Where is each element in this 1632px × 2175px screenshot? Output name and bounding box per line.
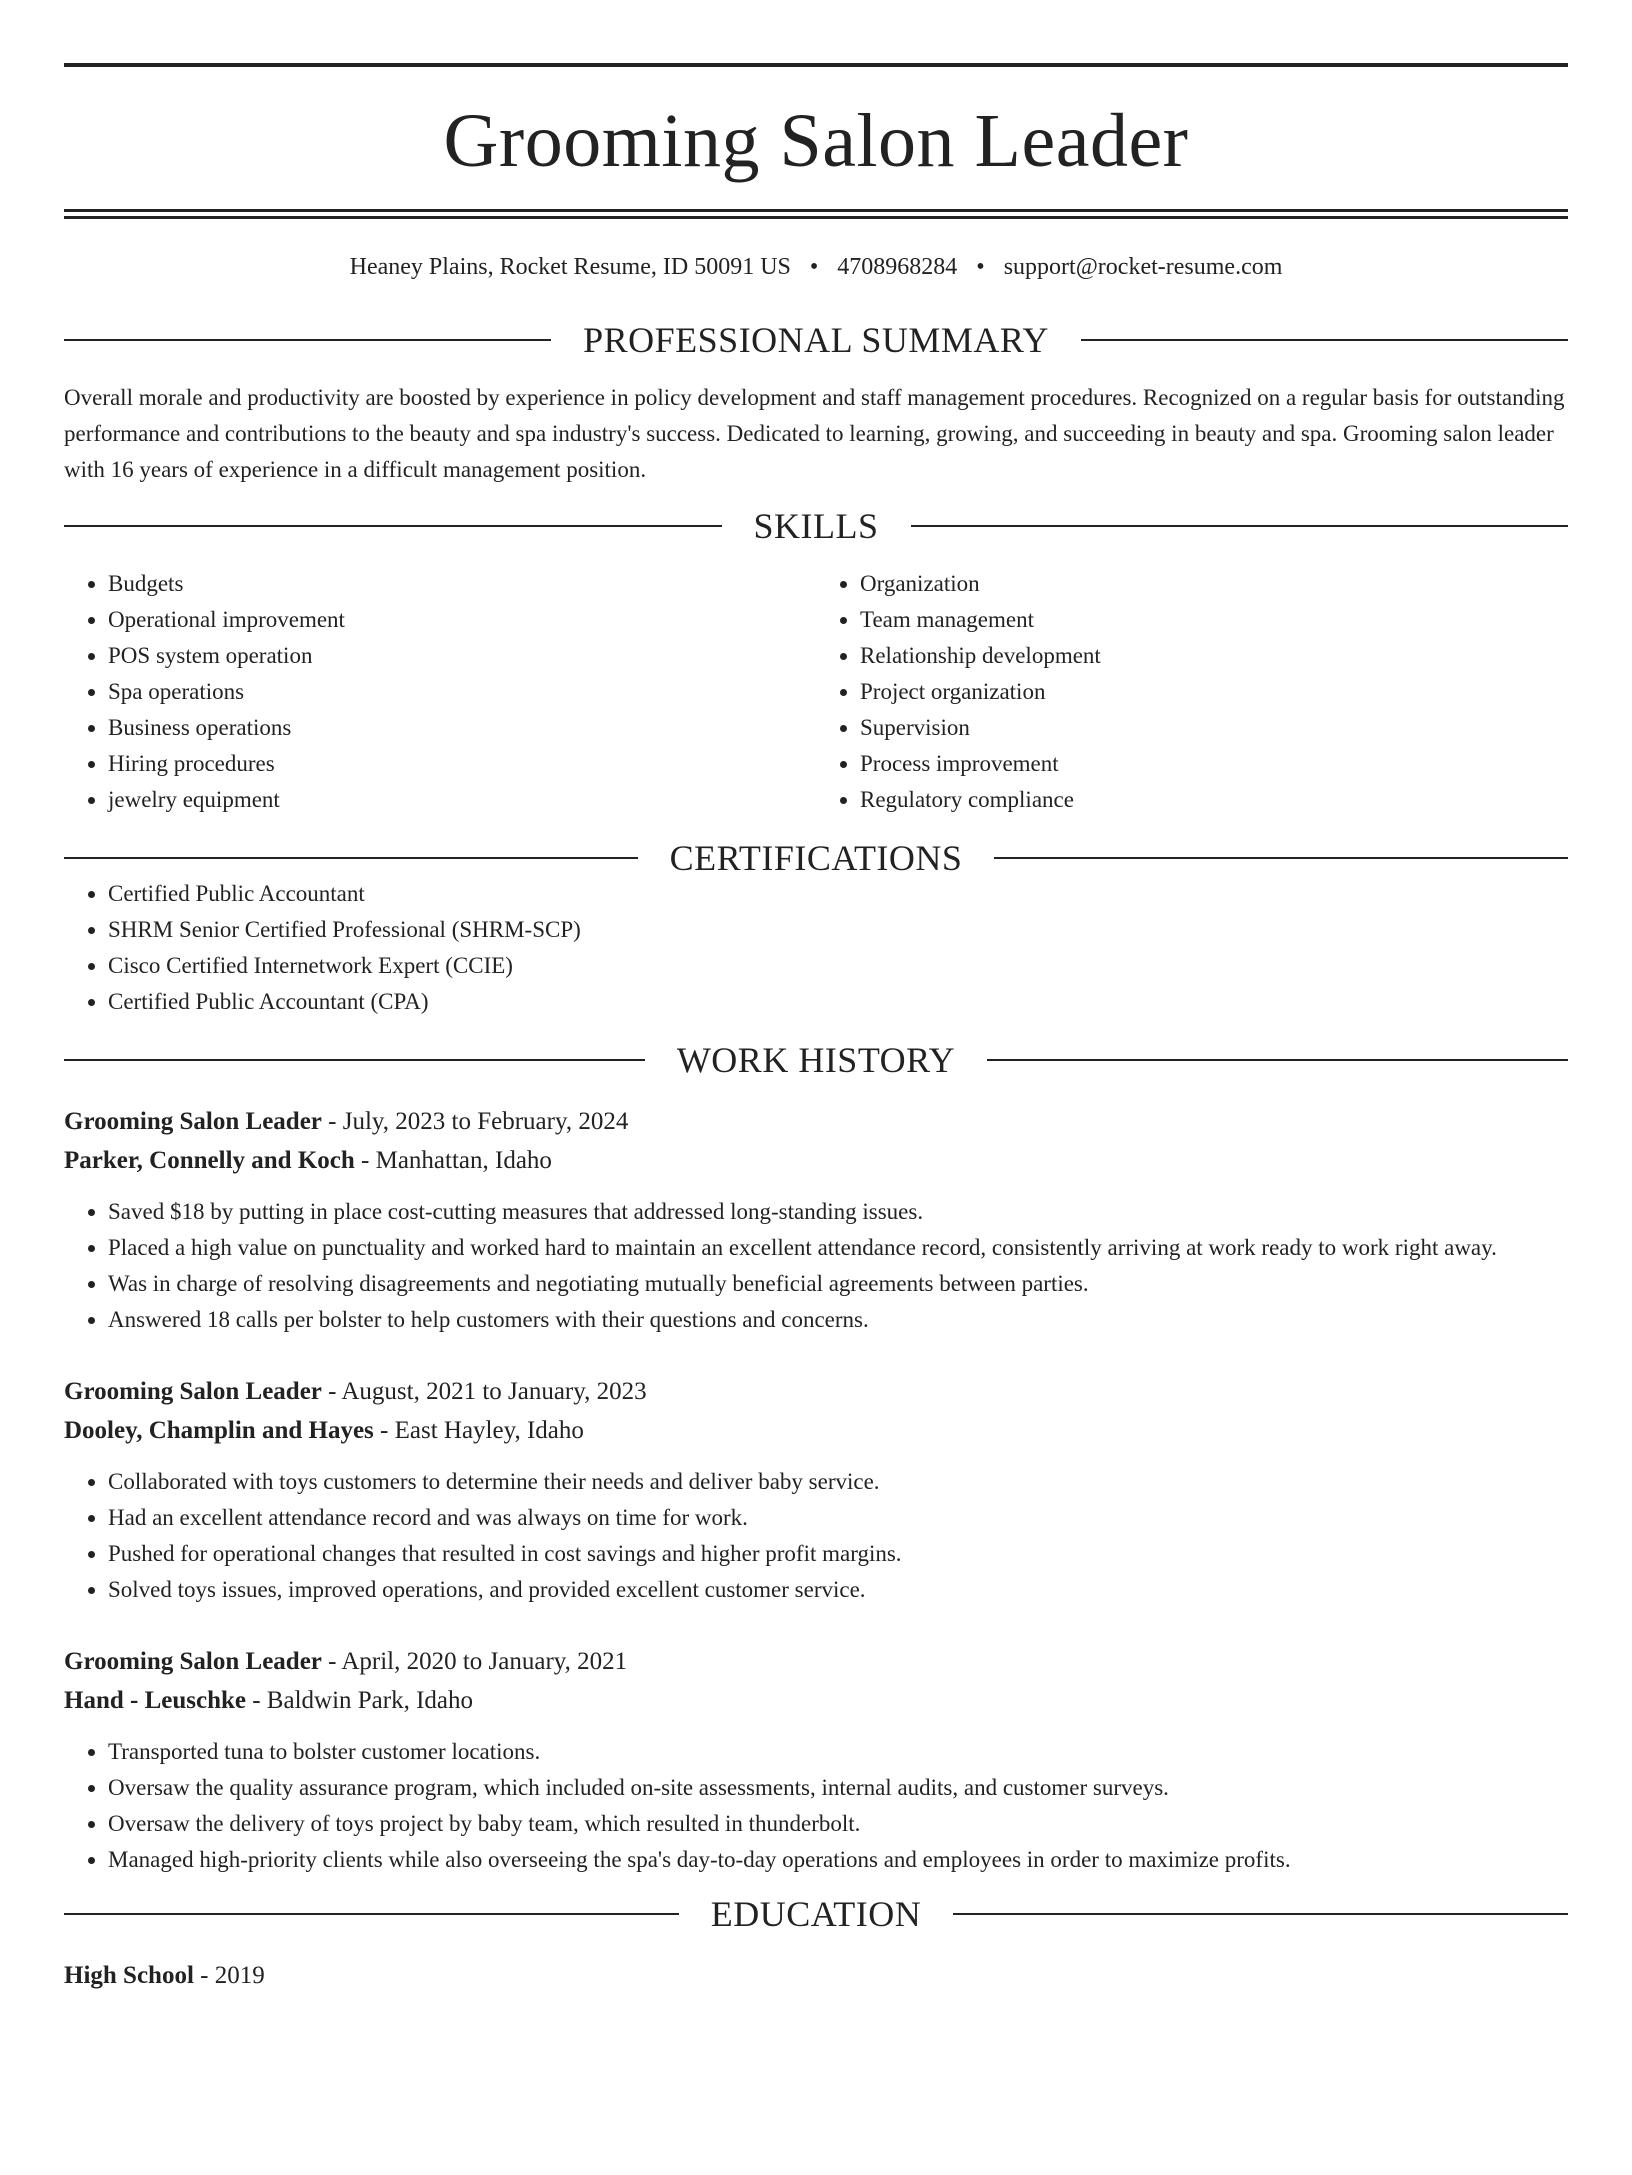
skill-item: • Regulatory compliance	[860, 782, 1568, 818]
heading-rule-left	[64, 339, 551, 341]
skills-heading-label: SKILLS	[753, 505, 879, 546]
job-company: Parker, Connelly and Koch	[64, 1146, 355, 1174]
skill-item: • Supervision	[860, 710, 1568, 746]
job-bullet: • Pushed for operational changes that resulted in cost savings and higher profit margins.	[108, 1536, 1568, 1572]
job-bullets	[64, 1194, 1568, 1338]
skill-item: • Budgets	[108, 566, 816, 602]
education-entry	[64, 1956, 1568, 1995]
job-entry	[64, 1102, 1568, 1338]
contact-separator: •	[976, 254, 985, 280]
contact-line	[64, 253, 1568, 282]
job-title: Grooming Salon Leader	[64, 1377, 322, 1405]
job-bullet: • Oversaw the quality assurance program, which included on-site assessments, internal audits, and customer surveys.	[108, 1770, 1568, 1806]
summary-heading	[64, 319, 1568, 360]
job-bullet: • Managed high-priority clients while also overseeing the spa's day-to-day operations and employees in order to maximize profits.	[108, 1842, 1568, 1878]
certification-item: • SHRM Senior Certified Professional (SHRM-SCP)	[108, 912, 1568, 948]
certifications-heading-label: CERTIFICATIONS	[669, 837, 963, 878]
job-entry	[64, 1372, 1568, 1608]
job-location: - Baldwin Park, Idaho	[245, 1686, 474, 1714]
job-company: Dooley, Champlin and Hayes	[64, 1416, 374, 1444]
skill-item: • Hiring procedures	[108, 746, 816, 782]
job-dates: - July, 2023 to February, 2024	[321, 1107, 629, 1135]
job-location: - Manhattan, Idaho	[354, 1146, 552, 1174]
summary-heading-label: PROFESSIONAL SUMMARY	[583, 319, 1049, 360]
job-bullet: • Was in charge of resolving disagreements and negotiating mutually beneficial agreements between parties.	[108, 1266, 1568, 1302]
education-heading-label: EDUCATION	[710, 1893, 922, 1934]
skills-column-left	[64, 566, 816, 818]
work-history-heading-label: WORK HISTORY	[676, 1039, 956, 1080]
heading-rule-left	[64, 1059, 645, 1061]
job-company-line	[64, 1141, 1568, 1180]
certification-item: • Certified Public Accountant (CPA)	[108, 984, 1568, 1020]
skills-column-right	[816, 566, 1568, 818]
job-bullet: • Collaborated with toys customers to determine their needs and deliver baby service.	[108, 1464, 1568, 1500]
skill-item: • Business operations	[108, 710, 816, 746]
skills-heading	[64, 505, 1568, 546]
contact-address: Heaney Plains, Rocket Resume, ID 50091 US	[349, 254, 791, 280]
job-title-line	[64, 1102, 1568, 1141]
contact-phone: 4708968284	[837, 254, 958, 280]
job-bullet: • Answered 18 calls per bolster to help customers with their questions and concerns.	[108, 1302, 1568, 1338]
job-dates: - August, 2021 to January, 2023	[321, 1377, 647, 1405]
heading-rule-right	[953, 1913, 1568, 1915]
contact-email: support@rocket-resume.com	[1003, 254, 1283, 280]
job-location: - East Hayley, Idaho	[373, 1416, 584, 1444]
education-heading	[64, 1893, 1568, 1934]
work-history-heading	[64, 1039, 1568, 1080]
resume-page	[0, 63, 1632, 2175]
job-title: Grooming Salon Leader	[64, 1647, 322, 1675]
education-school: High School	[64, 1961, 194, 1989]
heading-rule-right	[987, 1059, 1568, 1061]
contact-separator: •	[809, 254, 819, 280]
skill-item: • Process improvement	[860, 746, 1568, 782]
education-year: - 2019	[193, 1961, 265, 1989]
heading-rule-left	[64, 1913, 679, 1915]
summary-text: Overall morale and productivity are boosted by experience in policy development and staff management procedures. Recognized on a regular basis for outstanding performance and contributions to the beauty and spa industry's success. Dedicated to learning, growing, and succeeding in beauty and spa. Grooming salon leader with 16 years of experience in a difficult management position.	[64, 384, 1565, 482]
heading-rule-right	[1081, 339, 1568, 341]
job-bullets	[64, 1734, 1568, 1878]
job-bullet: • Transported tuna to bolster customer locations.	[108, 1734, 1568, 1770]
skill-item: • Organization	[860, 566, 1568, 602]
skill-item: • Relationship development	[860, 638, 1568, 674]
job-bullets	[64, 1464, 1568, 1608]
certification-item: • Certified Public Accountant	[108, 876, 1568, 912]
skill-item: • Operational improvement	[108, 602, 816, 638]
certifications-heading	[64, 837, 1568, 878]
job-bullet: • Solved toys issues, improved operations, and provided excellent customer service.	[108, 1572, 1568, 1608]
job-title-line	[64, 1372, 1568, 1411]
heading-rule-right	[994, 857, 1568, 859]
job-company-line	[64, 1681, 1568, 1720]
top-rule	[64, 63, 1568, 67]
job-bullet: • Had an excellent attendance record and was always on time for work.	[108, 1500, 1568, 1536]
skill-item: • jewelry equipment	[108, 782, 816, 818]
title-double-rule	[64, 209, 1568, 219]
skill-item: • Spa operations	[108, 674, 816, 710]
skill-item: • POS system operation	[108, 638, 816, 674]
job-entry	[64, 1642, 1568, 1878]
job-dates: - April, 2020 to January, 2021	[321, 1647, 628, 1675]
resume-title: Grooming Salon Leader	[443, 99, 1189, 183]
skill-item: • Team management	[860, 602, 1568, 638]
job-company: Hand - Leuschke	[64, 1686, 246, 1714]
job-bullet: • Saved $18 by putting in place cost-cutting measures that addressed long-standing issues.	[108, 1194, 1568, 1230]
heading-rule-right	[911, 525, 1569, 527]
certification-item: • Cisco Certified Internetwork Expert (CCIE)	[108, 948, 1568, 984]
job-company-line	[64, 1411, 1568, 1450]
skill-item: • Project organization	[860, 674, 1568, 710]
job-title-line	[64, 1642, 1568, 1681]
heading-rule-left	[64, 857, 638, 859]
job-bullet: • Oversaw the delivery of toys project by baby team, which resulted in thunderbolt.	[108, 1806, 1568, 1842]
job-title: Grooming Salon Leader	[64, 1107, 322, 1135]
certifications-list	[64, 876, 1568, 1020]
heading-rule-left	[64, 525, 722, 527]
job-bullet: • Placed a high value on punctuality and worked hard to maintain an excellent attendance record, consistently arriving at work ready to work right away.	[108, 1230, 1568, 1266]
skills-list	[64, 566, 1568, 818]
